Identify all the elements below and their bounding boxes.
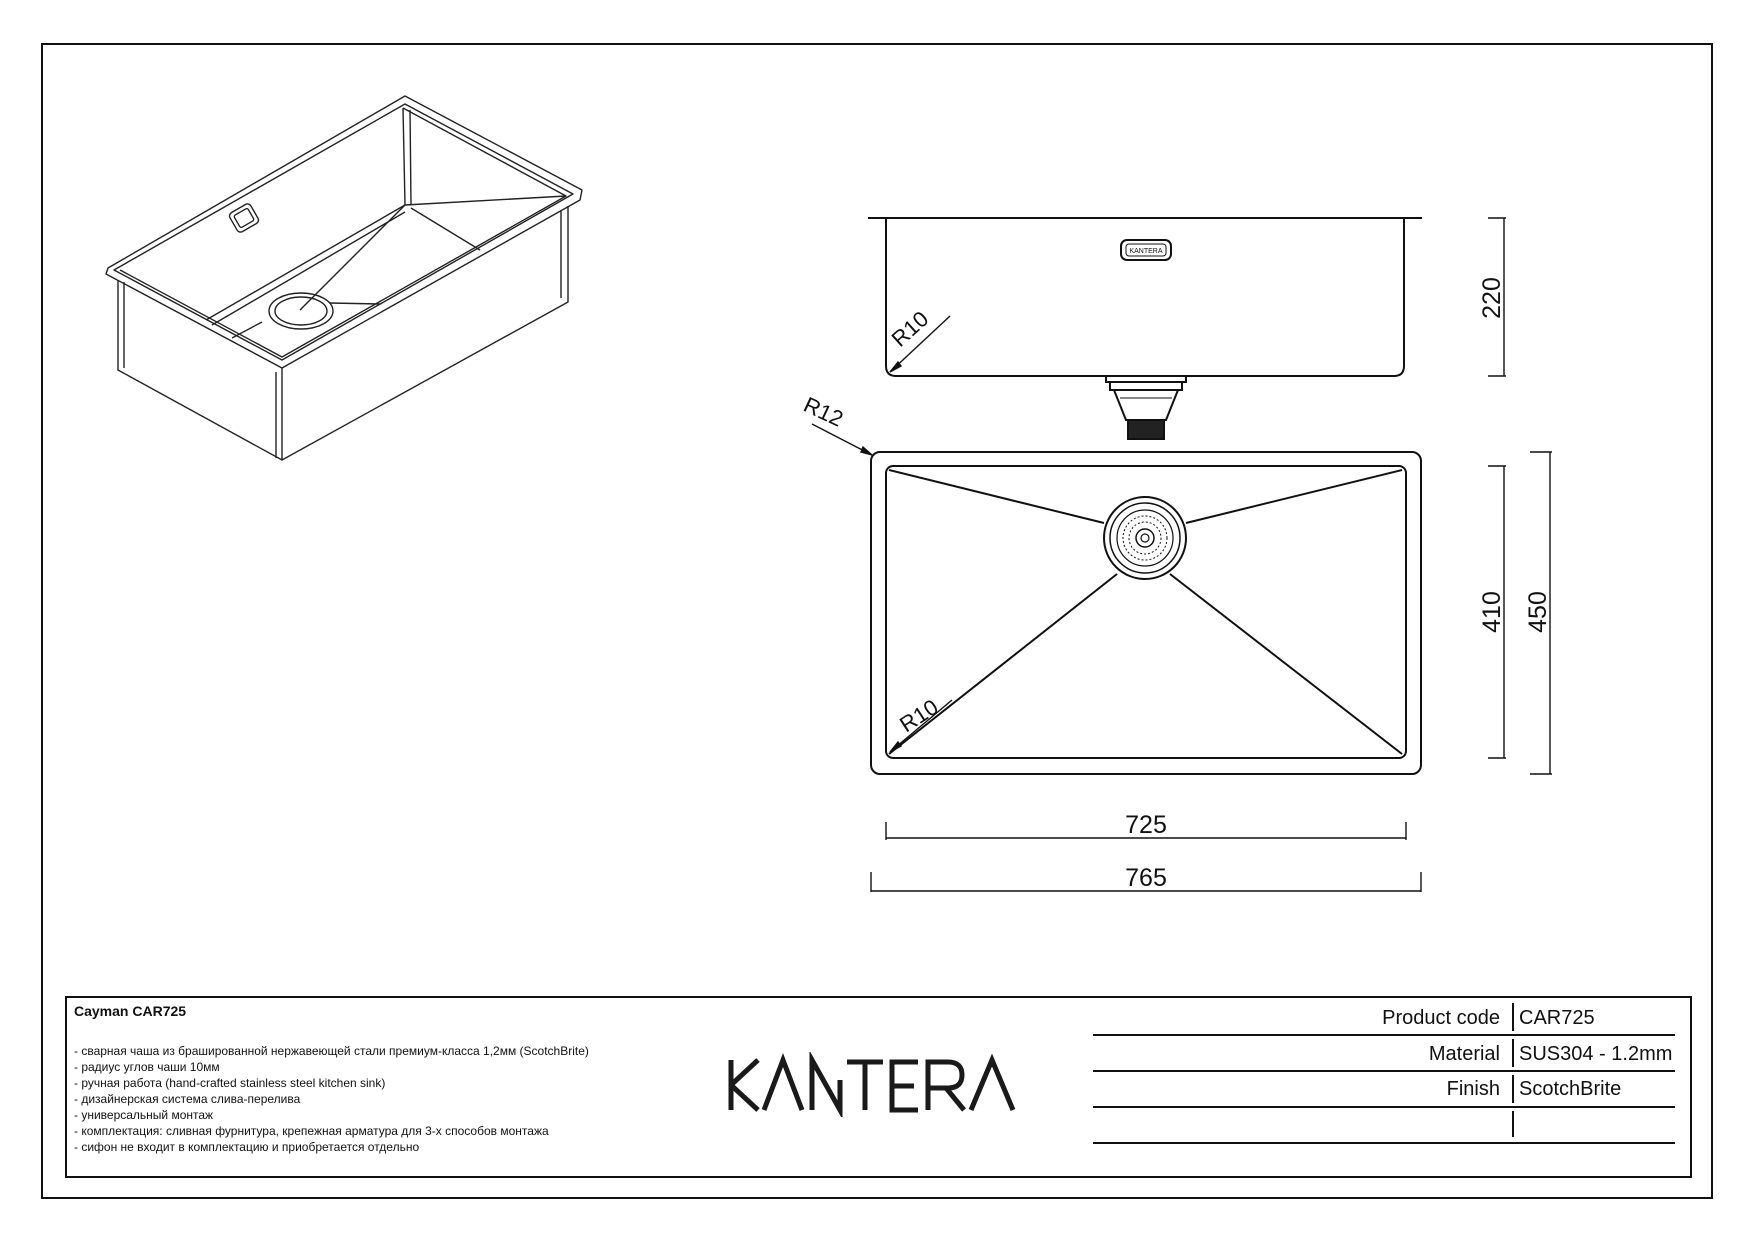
description-item: - дизайнерская система слива-перелива [74, 1092, 301, 1106]
inner-radius-label: R10 [895, 694, 943, 738]
outer-radius-leader [812, 424, 872, 455]
top-view [871, 452, 1421, 774]
product-code-value: CAR725 [1519, 1007, 1595, 1029]
isometric-sink-view [106, 96, 582, 460]
side-radius-label: R10 [886, 306, 934, 352]
inner-width-label: 410 [1478, 591, 1506, 633]
outer-radius-label: R12 [799, 391, 848, 432]
description-item: - универсальный монтаж [74, 1108, 214, 1122]
product-code-label: Product code [1382, 1007, 1500, 1029]
description-item: - ручная работа (hand-crafted stainless steel kitchen sink) [74, 1076, 386, 1090]
description-item: - радиус углов чаши 10мм [74, 1060, 220, 1074]
finish-value: ScotchBrite [1519, 1078, 1622, 1100]
drain-icon [1104, 497, 1186, 579]
description-item: - комплектация: сливная фурнитура, крепежная арматура для 3-х способов монтажа [74, 1124, 549, 1138]
depth-label: 220 [1478, 277, 1506, 319]
inner-length-label: 725 [1125, 811, 1167, 839]
outer-width-label: 450 [1524, 591, 1552, 633]
product-title: Cayman CAR725 [74, 1003, 187, 1019]
side-view-badge-text: KANTERA [1129, 248, 1163, 255]
product-description-list [74, 1043, 589, 1155]
description-item: - сварная чаша из брашированной нержавеющей стали премиум-класса 1,2мм (ScotchBrite) [74, 1044, 589, 1058]
finish-label: Finish [1446, 1078, 1500, 1100]
kantera-logo [726, 1052, 1021, 1117]
material-value: SUS304 - 1.2mm [1519, 1043, 1673, 1065]
material-label: Material [1428, 1043, 1500, 1065]
outer-length-label: 765 [1125, 864, 1167, 892]
description-item: - сифон не входит в комплектацию и приобретается отдельно [74, 1140, 420, 1154]
